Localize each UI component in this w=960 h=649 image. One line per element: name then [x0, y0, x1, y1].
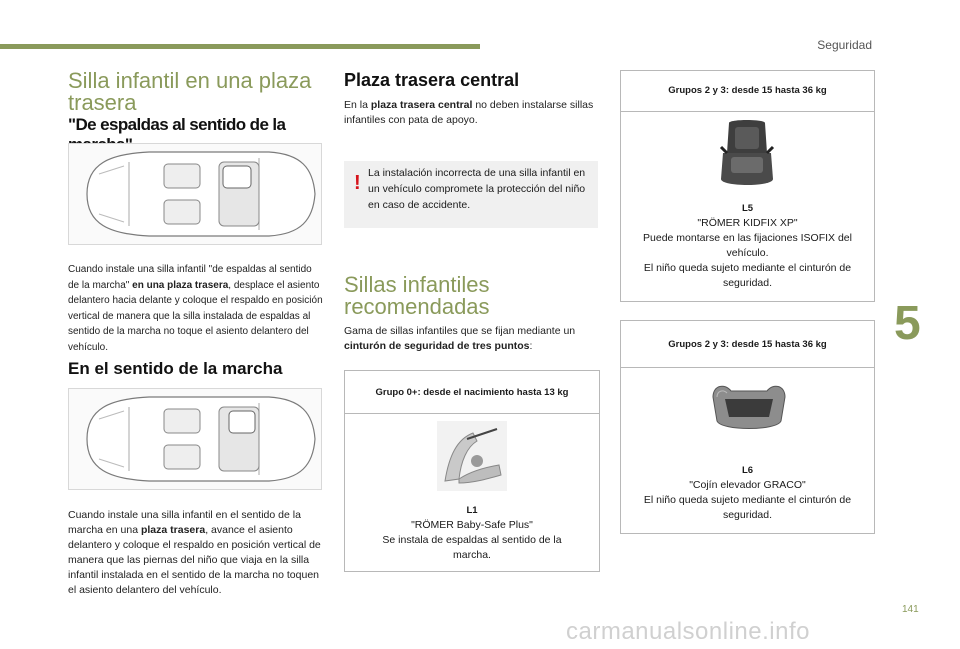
card-divider [621, 111, 874, 112]
heading-central-rear-seat: Plaza trasera central [344, 70, 520, 90]
forward-facing-paragraph: Cuando instale una silla infantil en el sentido de la marcha en una plaza trasera, avance el asiento delantero y coloque el respaldo en posición vertical de manera que las piernas del niño que viaja en la silla infantil instalada en el sentido de la marcha no toquen el asiento delantero del vehículo. [68, 509, 321, 596]
card-text [621, 201, 874, 291]
seat-description-2: El niño queda sujeto mediante el cinturón de seguridad. [643, 262, 852, 289]
header-accent-bar [0, 44, 480, 49]
warning-icon: ! [354, 172, 361, 194]
seat-name: "Cojín elevador GRACO" [689, 479, 806, 491]
seat-description: El niño queda sujeto mediante el cinturón de seguridad. [643, 494, 852, 521]
card-divider [345, 413, 599, 414]
seat-card-l5 [620, 70, 875, 302]
seat-code: L1 [466, 505, 478, 516]
chapter-number: 5 [894, 297, 921, 350]
page-number: 141 [902, 604, 919, 615]
page-title: Silla infantil en una plaza trasera [68, 68, 312, 115]
booster-seat-kidfix-image [717, 117, 777, 198]
car-diagram-rear-facing [68, 143, 322, 245]
seat-code: L5 [741, 203, 754, 214]
seat-description: Puede montarse en las fijaciones ISOFIX del vehículo. [643, 232, 852, 259]
card-text [345, 503, 599, 563]
recommended-seats-paragraph: Gama de sillas infantiles que se fijan mediante un cinturón de seguridad de tres puntos: [344, 325, 576, 352]
card-divider [621, 367, 874, 368]
car-diagram-forward-facing [68, 388, 322, 490]
section-label: Seguridad [817, 38, 872, 52]
seat-name: "RÖMER KIDFIX XP" [697, 217, 798, 229]
subtitle-rear-facing: "De espaldas al sentido de la [68, 115, 286, 134]
central-rear-seat-paragraph: En la plaza trasera central no deben instalarse sillas infantiles con pata de apoyo. [344, 99, 594, 126]
card-text [621, 463, 874, 523]
baby-seat-image [437, 421, 507, 496]
card-group-label: Grupos 2 y 3: desde 15 hasta 36 kg [668, 339, 827, 350]
card-group-label: Grupo 0+: desde el nacimiento hasta 13 kg [375, 387, 569, 398]
seat-name: "RÖMER Baby-Safe Plus" [411, 519, 533, 531]
seat-card-l6 [620, 320, 875, 534]
seat-code: L6 [741, 465, 754, 476]
heading-forward-facing: En el sentido de la marcha [68, 359, 283, 378]
rear-facing-paragraph: Cuando instale una silla infantil "de espaldas al sentido de la marcha" en una plaza trasera, desplace el asiento delantero hacia delante y coloque el respaldo en posición vertical de manera que la silla instalada de espaldas al sentido de la marcha no toque el asiento delantero del vehículo. [68, 264, 323, 353]
card-group-label: Grupos 2 y 3: desde 15 hasta 36 kg [668, 85, 827, 96]
heading-recommended-seats: Sillas infantiles recomendadas [344, 272, 490, 319]
warning-text: La instalación incorrecta de una silla infantil en un vehículo compromete la protección del niño en caso de accidente. [368, 167, 586, 211]
watermark: carmanualsonline.info [566, 618, 810, 645]
seat-description: Se instala de espaldas al sentido de la marcha. [382, 534, 562, 561]
booster-cushion-image [707, 377, 791, 442]
seat-card-l1 [344, 370, 600, 572]
